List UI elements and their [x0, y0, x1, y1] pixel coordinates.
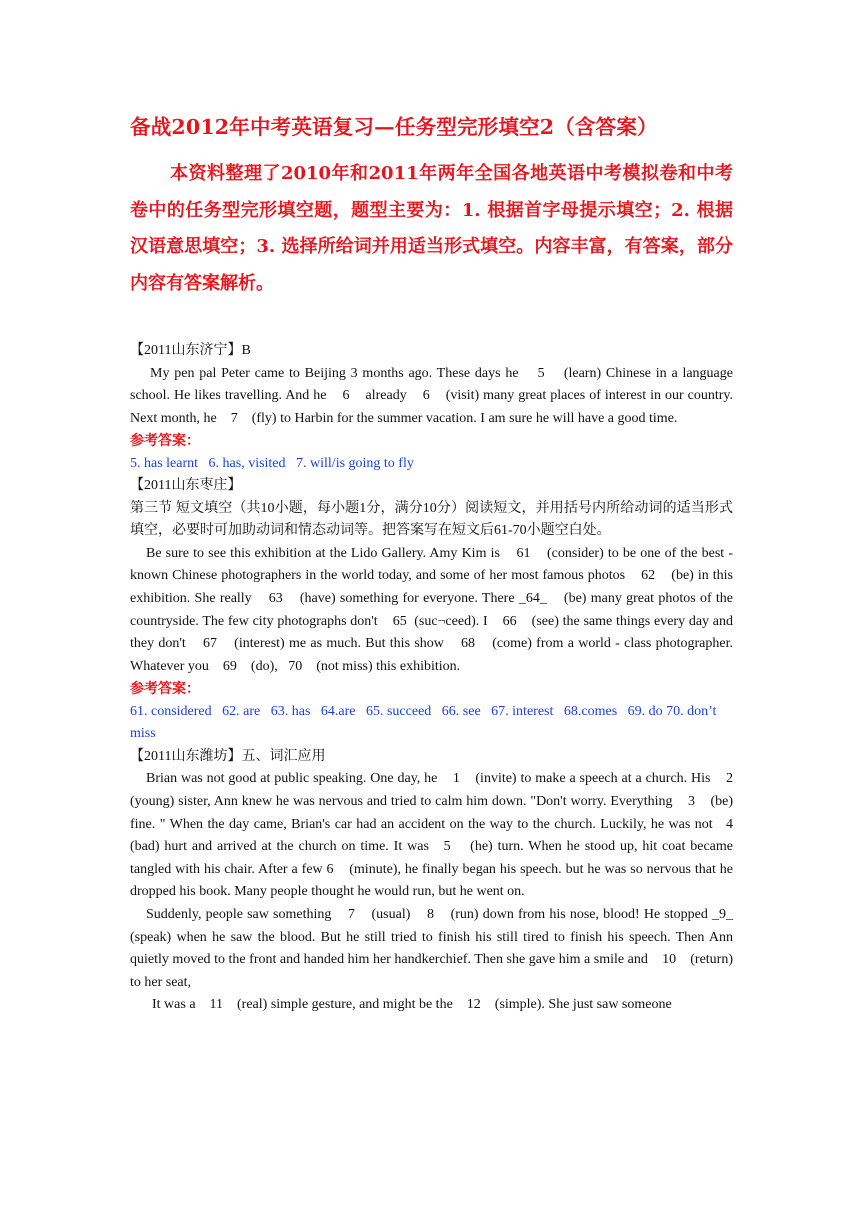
- answers-jining: 5. has learnt 6. has, visited 7. will/is going to fly: [130, 455, 414, 471]
- passage-weifang-p3: It was a 11 (real) simple gesture, and might be the 12 (simple). She just saw someone: [152, 997, 672, 1013]
- passage-jining: My pen pal Peter came to Beijing 3 months ago. These days he 5 (learn) Chinese in a language school. He likes travelling. And he 6 already 6 (visit) many great places of interest in our country. Next month, he 7 (fly) to Harbin for the summer vacation. I am sure he will have a good time.: [130, 365, 737, 426]
- intro-paragraph: 本资料整理了2010年和2011年两年全国各地英语中考模拟卷和中考卷中的任务型完形填空题，题型主要为：1. 根据首字母提示填空；2. 根据汉语意思填空；3. 选择所给词并用适当形式填空。内容丰富，有答案，部分内容有答案解析。: [130, 163, 733, 294]
- answer-label: 参考答案：: [130, 681, 200, 698]
- instruction-zaozhuang: 第三节 短文填空（共10小题，每小题1分，满分10分）阅读短文，并用括号内所给动词的适当形式填空，必要时可加助动词和情态动词等。把答案写在短文后61-70小题空白处。: [130, 500, 733, 539]
- answer-label: 参考答案：: [130, 433, 200, 450]
- document-body: [130, 112, 747, 1017]
- passage-weifang-p2: Suddenly, people saw something 7 (usual) 8 (run) down from his nose, blood! He stopped _9_ (speak) when he saw the blood. But he still tried to finish his still tired to finish his speech. Then Ann quietly moved to the front and handed him her handkerchief. Then she gave him a smile and 10 (return) to her seat,: [130, 906, 737, 990]
- passage-zaozhuang: Be sure to see this exhibition at the Lido Gallery. Amy Kim is 61 (consider) to be one of the best - known Chinese photographers in the world today, and some of her most famous photos 62 (be) in this exhibition. She really 63 (have) something for everyone. There _64_ (be) many great photos of the countryside. The few city photographs don't 65 (suc¬ceed). I 66 (see) the same things every day and they don't 67 (interest) me as much. But this show 68 (come) from a world - class photographer. Whatever you 69 (do), 70 (not miss) this exhibition.: [130, 545, 737, 674]
- document-title: 备战2012年中考英语复习—任务型完形填空2（含答案）: [130, 115, 658, 139]
- section-source-jining: 【2011山东济宁】B: [130, 343, 251, 358]
- section-source-weifang: 【2011山东潍坊】五、词汇应用: [130, 748, 326, 764]
- section-source-zaozhuang: 【2011山东枣庄】: [130, 478, 242, 494]
- passage-weifang-p1: Brian was not good at public speaking. One day, he 1 (invite) to make a speech at a church. His 2 (young) sister, Ann knew he was nervous and tried to calm him down. "Don't worry. Everything 3 (be) fine. " When the day came, Brian's car had an accident on the way to the church. Luckily, he was not 4 (bad) hurt and arrived at the church on time. It was 5 (he) turn. When he stood up, hit coat became tangled with his chair. After a few 6 (minute), he finally began his speech. but he was so nervous that he dropped his book. Many people thought he would run, but he went on.: [130, 771, 747, 900]
- answers-zaozhuang: 61. considered 62. are 63. has 64.are 65. succeed 66. see 67. interest 68.comes 69. do 70. don’t miss: [130, 703, 720, 742]
- spacer: [130, 302, 733, 340]
